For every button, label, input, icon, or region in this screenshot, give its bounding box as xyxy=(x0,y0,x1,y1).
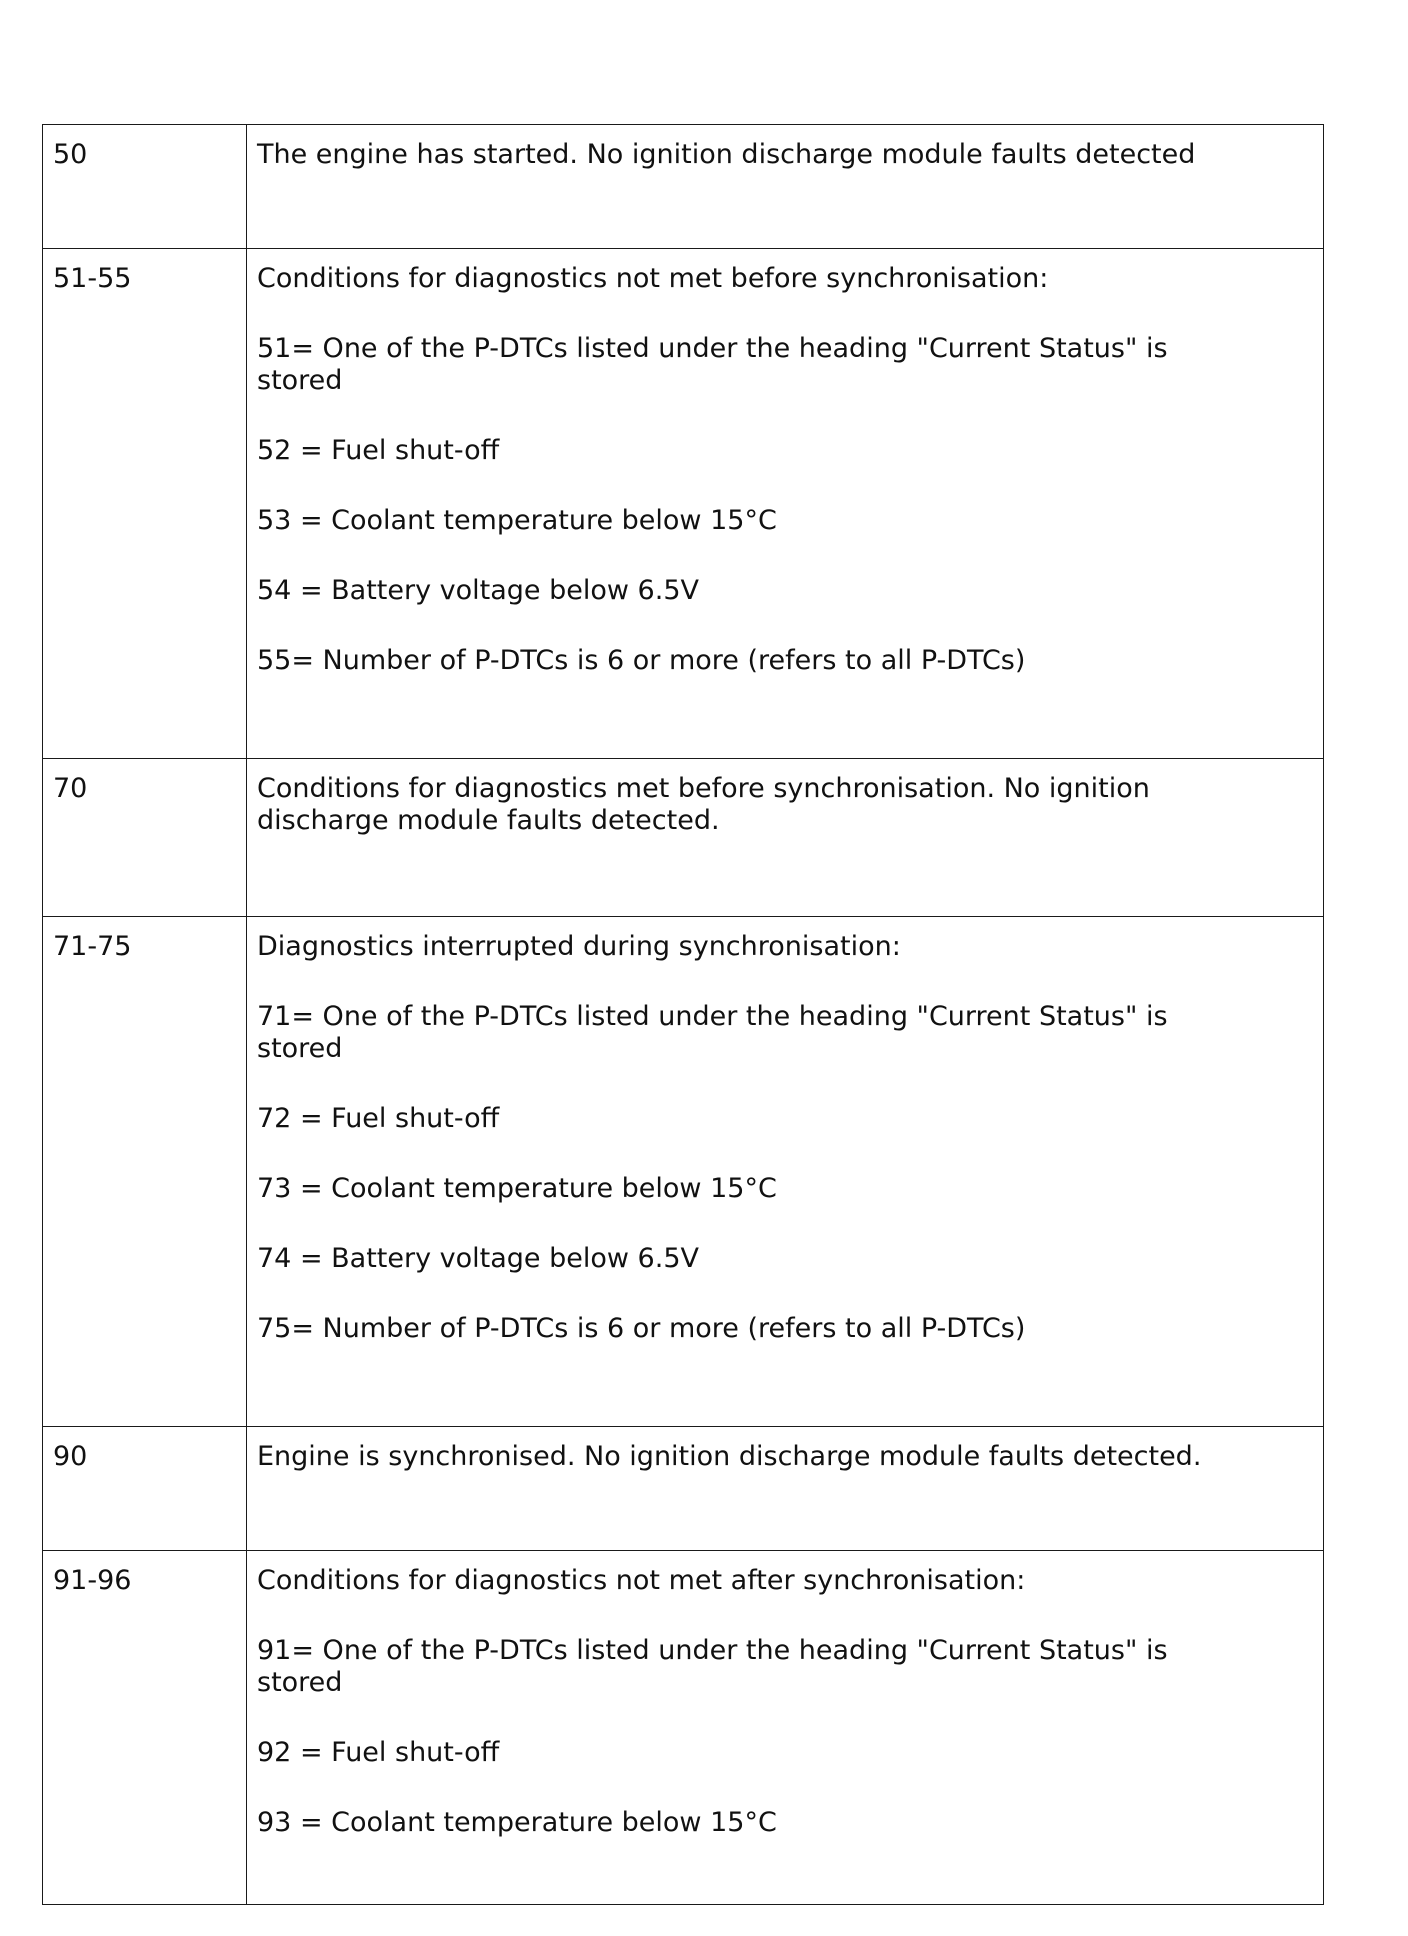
status-description xyxy=(247,249,1324,759)
table-row xyxy=(43,1551,1324,1905)
status-code: 90 xyxy=(43,1427,247,1551)
status-code-table xyxy=(42,124,1324,1905)
table-row xyxy=(43,759,1324,917)
status-code: 51-55 xyxy=(43,249,247,759)
status-code: 71-75 xyxy=(43,917,247,1427)
description-line: 74 = Battery voltage below 6.5V xyxy=(257,1243,699,1274)
description-line: 92 = Fuel shut-off xyxy=(257,1737,500,1768)
status-description xyxy=(247,1551,1324,1905)
description-line: 75= Number of P-DTCs is 6 or more (refers to all P-DTCs) xyxy=(257,1313,1026,1344)
description-line: Diagnostics interrupted during synchronisation: xyxy=(257,931,901,962)
status-code: 50 xyxy=(43,125,247,249)
description-line: Engine is synchronised. No ignition discharge module faults detected. xyxy=(257,1441,1202,1472)
status-description xyxy=(247,917,1324,1427)
description-line: Conditions for diagnostics not met after synchronisation: xyxy=(257,1565,1026,1596)
description-line: 51= One of the P-DTCs listed under the heading "Current Status" is stored xyxy=(257,333,1168,396)
description-line: 55= Number of P-DTCs is 6 or more (refers to all P-DTCs) xyxy=(257,645,1026,676)
description-line: 93 = Coolant temperature below 15°C xyxy=(257,1807,777,1838)
description-line: Conditions for diagnostics met before synchronisation. No ignition discharge module faults detected. xyxy=(257,773,1150,836)
status-code: 70 xyxy=(43,759,247,917)
description-line: 73 = Coolant temperature below 15°C xyxy=(257,1173,777,1204)
table-row xyxy=(43,125,1324,249)
description-line: 53 = Coolant temperature below 15°C xyxy=(257,505,777,536)
status-description xyxy=(247,1427,1324,1551)
table-row xyxy=(43,917,1324,1427)
table-row xyxy=(43,1427,1324,1551)
table-row xyxy=(43,249,1324,759)
status-description xyxy=(247,759,1324,917)
description-line: 54 = Battery voltage below 6.5V xyxy=(257,575,699,606)
description-line: 72 = Fuel shut-off xyxy=(257,1103,500,1134)
status-code: 91-96 xyxy=(43,1551,247,1905)
description-line: The engine has started. No ignition discharge module faults detected xyxy=(257,139,1196,170)
description-line: 91= One of the P-DTCs listed under the heading "Current Status" is stored xyxy=(257,1635,1168,1698)
description-line: Conditions for diagnostics not met before synchronisation: xyxy=(257,263,1049,294)
description-line: 52 = Fuel shut-off xyxy=(257,435,500,466)
description-line: 71= One of the P-DTCs listed under the heading "Current Status" is stored xyxy=(257,1001,1168,1064)
status-description xyxy=(247,125,1324,249)
